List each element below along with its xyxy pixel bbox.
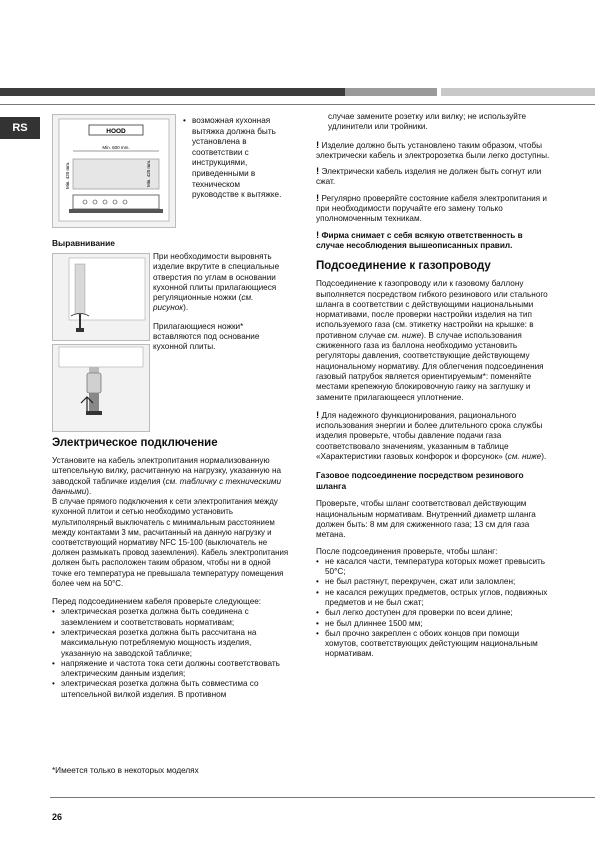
electrical-checklist <box>52 607 289 700</box>
hose-checklist <box>316 557 551 660</box>
warning-4: ! Фирма снимает с себя всякую ответственность в случае несоблюдения вышеописанных правил. <box>316 229 523 250</box>
list-item: • не был растянут, перекручен, сжат или заломлен; <box>316 577 551 587</box>
list-item: • электрическая розетка должна быть соединена с заземлением и соответствовать нормативам; <box>52 607 289 628</box>
footnote: *Имеется только в некоторых моделях <box>52 766 199 775</box>
continuation-text: случае замените розетку или вилку; не используйте удлинители или тройники. <box>328 112 527 132</box>
gas-title: Подсоединение к газопроводу <box>316 260 491 273</box>
list-item: • не был длиннее 1500 мм; <box>316 619 551 629</box>
electrical-title: Электрическое подключение <box>52 437 218 449</box>
leveling-title: Выравнивание <box>52 238 115 248</box>
warning-2: ! Электрически кабель изделия не должен быть согнут или сжат. <box>316 166 542 187</box>
warning-icon: ! <box>316 166 320 178</box>
page-number: 26 <box>52 812 63 822</box>
list-item: • электрическая розетка должна быть совместима со штепсельной вилкой изделия. В противном <box>52 679 289 700</box>
leveling-section <box>153 252 289 353</box>
leveling-foot-diagram-2 <box>52 344 150 432</box>
hood-note <box>183 116 289 201</box>
warning-3: ! Регулярно проверяйте состояние кабеля электропитания и при необходимости поручайте его замену только уполномоченным техникам. <box>316 192 547 224</box>
hood-note-text: возможная кухонная вытяжка должна быть установлена в соответствии с инструкциями, приведенными в техническом руководстве к вытяжке. <box>192 116 282 200</box>
warning-icon: ! <box>316 229 320 241</box>
list-item: • напряжение и частота тока сети должны соответствовать электрическим данным изделия; <box>52 659 289 680</box>
rubber-hose-title: Газовое подсоединение посредством резинового шланга <box>316 470 524 491</box>
footer-rule <box>50 797 595 798</box>
gas-warning: ! Для надежного функционирования, рационального использования энергии и более длительного срока службы изделия проверьте, чтобы давление подачи газа соответствовало значениям, указанным в таблице «Характеристики газовых конфорок и форсунок» (см. ниже). <box>316 409 547 462</box>
electrical-paragraph-1: Установите на кабель электропитания нормализованную штепсельную вилку, расчитанную на нагрузку, указанную на заводской табличке изделия (см. табличку с техническими данными). <box>52 456 282 496</box>
min-width-label: Min. 600 mm. <box>102 145 130 150</box>
warning-icon: ! <box>316 409 320 421</box>
hood-label: HOOD <box>106 128 126 135</box>
gas-paragraph-1: Подсоединение к газопроводу или к газовому баллону выполняется посредством гибкого резинового или стального шланга в соответствии с действующими национальными нормативами, после проверки настройки изделия на тип используемого газа (см. этикетку настройки на крышке: в противном случае см. ниже). В случае использования сжиженного газа из баллона необходимо установить регуляторы давления, соответствующие действующему национальному нормативу. Для облегчения подсоединения газовый патрубок является ориентируемым*: поменяйте местами крепежную блокировочную гаику на заглушку и замените прилагающееся уплотнение. <box>316 279 548 402</box>
leveling-paragraph-1: При необходимости выровнять изделие вкрутите в специальные отверстия по углам в основании кухонной плиты прилагающиеся регуляционные ножки (см. рисунок). <box>153 252 280 313</box>
language-tab: RS <box>0 117 40 139</box>
electrical-paragraph-3: Перед подсоединением кабеля проверьте следующее: <box>52 597 262 607</box>
list-item: • не касался режущих предметов, острых углов, подвижных предметов и не был сжат; <box>316 588 551 609</box>
rubber-paragraph-2: После подсоединения проверьте, чтобы шланг: <box>316 546 498 556</box>
list-item: • был прочно закреплен с обоих концов при помощи хомутов, соответствующих дейстующим национальным нормативам. <box>316 629 551 660</box>
min-height-left-label: Min. 420 mm. <box>65 161 70 189</box>
electrical-section <box>52 436 289 700</box>
leveling-foot-diagram-1 <box>52 253 150 341</box>
rubber-paragraph-1: Проверьте, чтобы шланг соответствовал действующим национальным нормативам. Внутренний диаметр шланга должен быть: 8 мм для сжиженного газа; 13 см для газа метана. <box>316 499 536 540</box>
right-column <box>316 112 551 660</box>
electrical-paragraph-2: В случае прямого подключения к сети электропитания между кухонной плитои и сетью необходимо установить мультиполярный выключатель с минимальным расстоянием между контактами 3 мм, расчитанный на данную нагрузку и соответствующий нормативу NFC 15-100 (выключатель не должен размыкать провод заземления). Кабель электропитания должен быть расположен таким образом, чтобы ни в одной точке его температура не превышала температуру помещения более чем на 50°C. <box>52 497 289 588</box>
header-color-bar <box>0 88 595 96</box>
warning-icon: ! <box>316 139 320 151</box>
list-item: • был легко доступен для проверки по всеи длине; <box>316 608 551 618</box>
warning-1: ! Изделие должно быть установлено таким образом, чтобы электрически кабель и электророзетка были легко доступны. <box>316 139 550 160</box>
header-rule <box>0 104 595 105</box>
leveling-paragraph-2: Прилагающиеся ножки* вставляются под основание кухонной плиты. <box>153 321 260 352</box>
hood-installation-diagram <box>52 114 176 228</box>
list-item: • не касался части, температура которых может превысить 50°C; <box>316 557 551 578</box>
warning-icon: ! <box>316 192 320 204</box>
list-item: • электрическая розетка должна быть рассчитана на максимальную потребляемую мощность изделия, указанную на заводской табличке; <box>52 628 289 659</box>
min-height-right-label: Min. 420 mm. <box>146 159 151 187</box>
